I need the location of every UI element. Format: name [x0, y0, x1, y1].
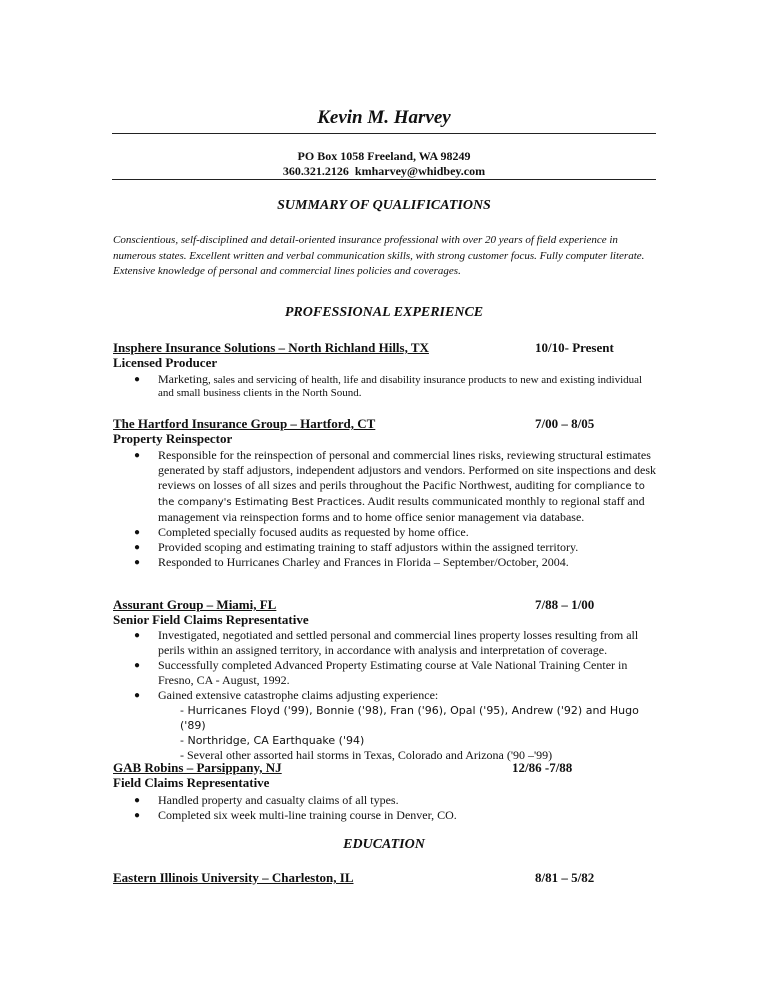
job-title: Licensed Producer — [113, 355, 218, 370]
job-bullets — [113, 628, 658, 763]
job-dates: 12/86 -7/88 — [512, 760, 573, 775]
candidate-name: Kevin M. Harvey — [317, 107, 451, 128]
list-item: ● Completed six week multi-line training course in Denver, CO. — [134, 808, 457, 822]
job-company: Insphere Insurance Solutions – North Richland Hills, TX — [113, 340, 429, 355]
list-item: ● Completed specially focused audits as requested by home office. — [134, 525, 469, 539]
job-dates: 10/10- Present — [535, 340, 614, 355]
contact-line — [0, 164, 768, 179]
bullet-icon: ● — [134, 450, 141, 461]
contact-email[interactable]: kmharvey@whidbey.com — [354, 164, 486, 178]
list-item: ● Investigated, negotiated and settled personal and commercial lines property losses resulting from all perils within an assigned territory, in accordance with analysis and interpretation of coverage. — [134, 628, 639, 657]
bullet-icon: ● — [134, 527, 141, 538]
bullet-icon: ● — [134, 557, 141, 568]
bullet-icon: ● — [134, 660, 141, 671]
job-dates: 7/00 – 8/05 — [535, 416, 595, 431]
job-company: The Hartford Insurance Group – Hartford, CT — [113, 416, 376, 431]
education-dates: 8/81 – 5/82 — [535, 870, 595, 885]
list-item: ● Successfully completed Advanced Property Estimating course at Vale National Training Center in Fresno, CA - August, 1992. — [134, 658, 628, 687]
bullet-icon: ● — [134, 374, 141, 385]
header-rule-top — [112, 133, 656, 134]
catastrophe-item: - Several other assorted hail storms in Texas, Colorado and Arizona ('90 –'99) — [180, 748, 553, 762]
header-rule-bottom — [112, 179, 656, 180]
contact-address: PO Box 1058 Freeland, WA 98249 — [297, 149, 471, 163]
job-bullets — [113, 448, 658, 570]
catastrophe-item: - Hurricanes Floyd ('99), Bonnie ('98), Fran ('96), Opal ('95), Andrew ('92) and Hugo ('89) — [180, 704, 639, 732]
job-company: GAB Robins – Parsippany, NJ — [113, 760, 282, 775]
job-bullets — [113, 373, 658, 400]
bullet-icon: ● — [134, 630, 141, 641]
summary-heading: SUMMARY OF QUALIFICATIONS — [277, 198, 491, 213]
education-heading: EDUCATION — [343, 837, 425, 852]
job-title: Field Claims Representative — [113, 775, 270, 790]
school-name: Eastern Illinois University – Charleston, IL — [113, 870, 354, 885]
catastrophe-item: - Northridge, CA Earthquake ('94) — [180, 734, 365, 747]
job-dates: 7/88 – 1/00 — [535, 597, 595, 612]
job-company: Assurant Group – Miami, FL — [113, 597, 277, 612]
list-item: ● Provided scoping and estimating training to staff adjustors within the assigned territory. — [134, 540, 579, 554]
bullet-icon: ● — [134, 810, 141, 821]
summary-text: Conscientious, self-disciplined and detail-oriented insurance professional with over 20 years of field experience in numerous states. Excellent written and verbal communication skills, with strong customer focus. Fully computer literate. Extensive knowledge of personal and commercial lines policies and coverages. — [113, 234, 645, 277]
contact-phone: 360.321.2126 — [282, 164, 349, 178]
list-item: ● Gained extensive catastrophe claims adjusting experience: - Hurricanes Floyd ('99), Bonnie ('98), Fran ('96), Opal ('95), Andrew ('92) and Hugo ('89) - Northridge, CA Earthquake ('94) - Several other assorted hail storms in Texas, Colorado and Arizona ('90 –'99) — [113, 688, 658, 763]
list-item: ● Handled property and casualty claims of all types. — [134, 793, 399, 807]
experience-heading: PROFESSIONAL EXPERIENCE — [284, 305, 484, 320]
job-title: Property Reinspector — [113, 431, 233, 446]
job-bullets — [113, 793, 658, 823]
bullet-icon: ● — [134, 795, 141, 806]
bullet-icon: ● — [134, 542, 141, 553]
job-title: Senior Field Claims Representative — [113, 612, 309, 627]
list-item: ● Marketing, sales and servicing of health, life and disability insurance products to new and existing individual and small business clients in the North Sound. — [134, 372, 643, 399]
list-item: ● Responded to Hurricanes Charley and Frances in Florida – September/October, 2004. — [134, 555, 569, 569]
bullet-icon: ● — [134, 690, 141, 701]
list-item: ● Responsible for the reinspection of personal and commercial lines risks, reviewing structural estimates generated by staff adjustors, independent adjustors and vendors. Performed on site inspections and desk reviews on losses of all sizes and perils throughout the Pacific Northwest, auditing for compliance to the company's Estimating Best Practices. Audit results communicated monthly to regional staff and management via reinspection forms and to home office senior management via database. — [134, 448, 656, 524]
